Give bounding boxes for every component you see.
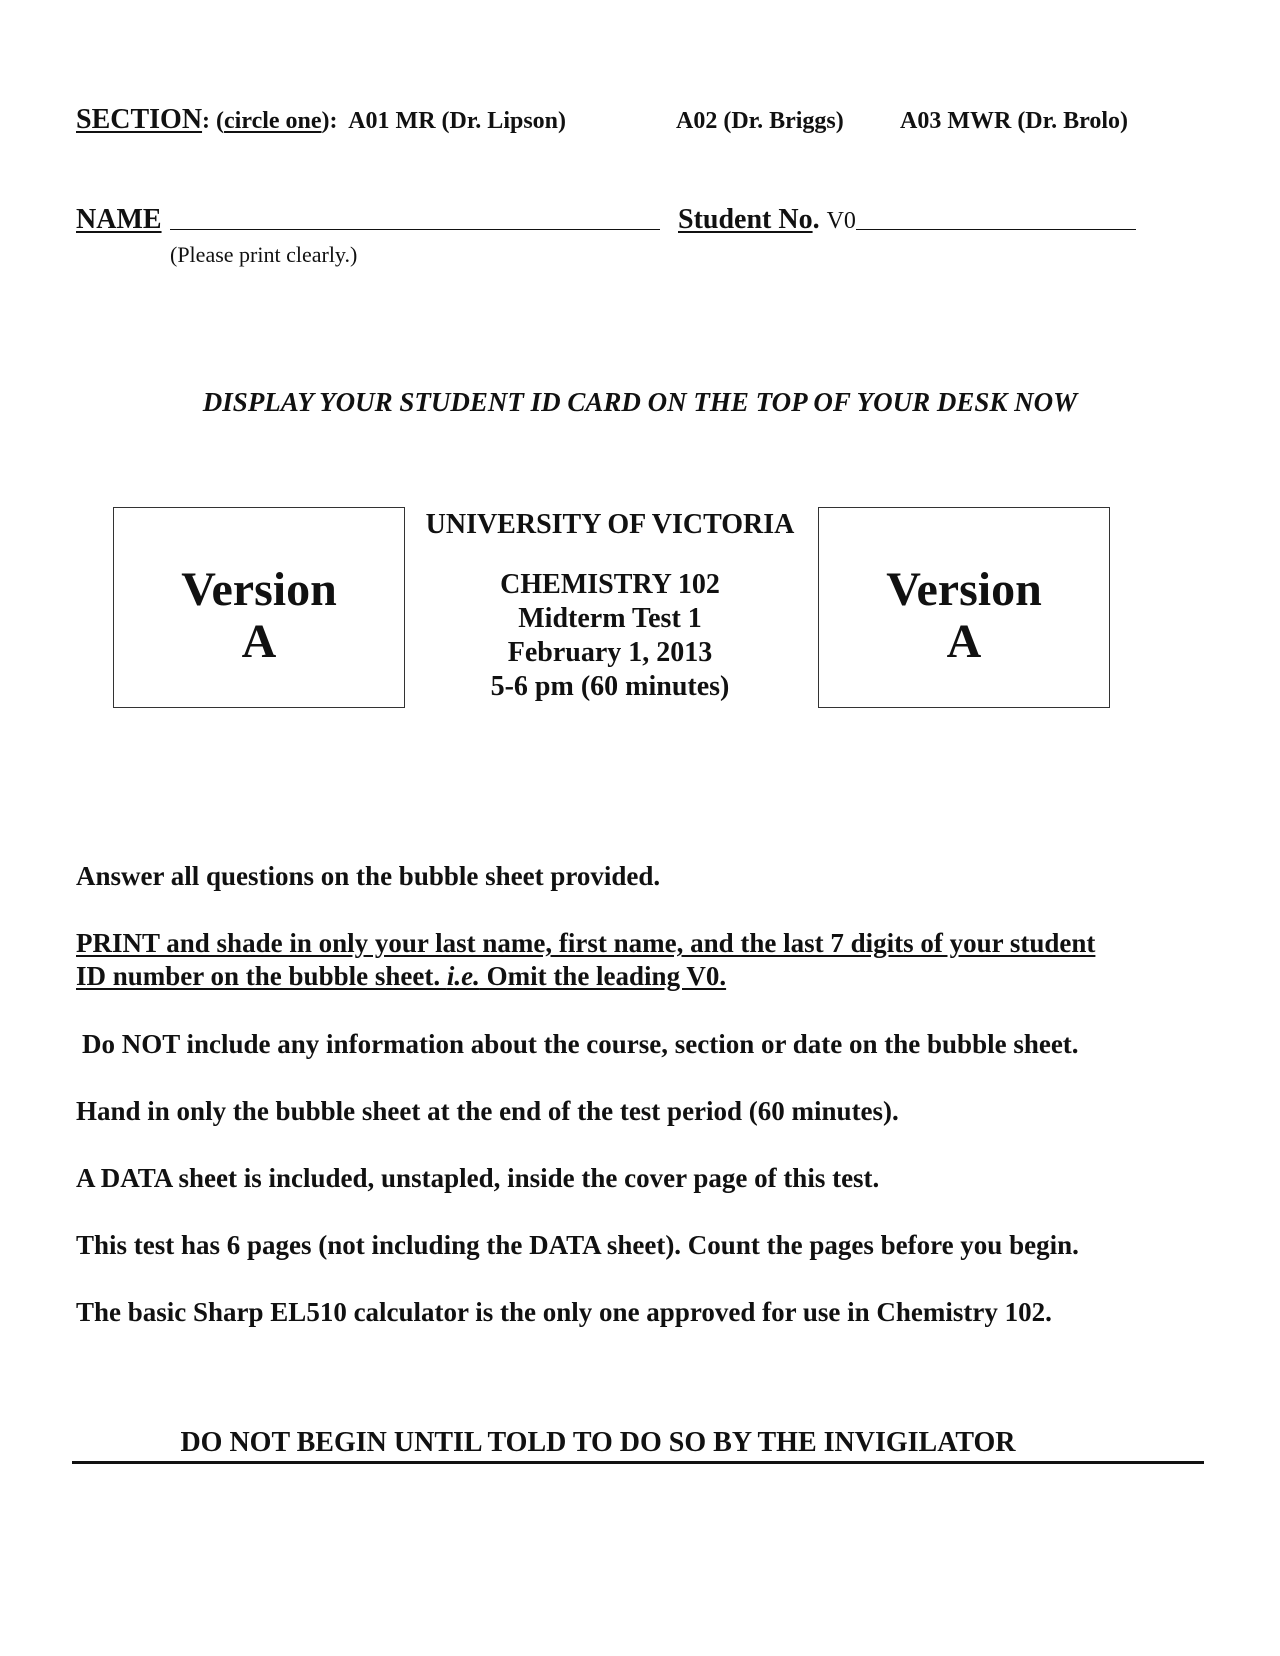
university-name: UNIVERSITY OF VICTORIA: [425, 509, 795, 540]
display-id-notice: DISPLAY YOUR STUDENT ID CARD ON THE TOP OF YOUR DESK NOW: [202, 387, 1078, 417]
name-input-line[interactable]: [170, 207, 660, 230]
circle-colon: ):: [321, 108, 349, 134]
version-box-right: [818, 507, 1110, 708]
instruction-do-not: Do NOT include any information about the course, section or date on the bubble sheet.: [82, 1029, 1079, 1059]
test-name: Midterm Test 1: [518, 603, 702, 634]
version-box-left: [113, 507, 405, 708]
section-option-a03[interactable]: A03 MWR (Dr. Brolo): [900, 108, 1128, 134]
version-letter: A: [946, 615, 982, 668]
instruction-pages: This test has 6 pages (not including the DATA sheet). Count the pages before you begin.: [76, 1230, 1079, 1260]
section-row: [76, 104, 566, 136]
test-time: 5-6 pm (60 minutes): [490, 671, 730, 702]
instruction-print-line2-a: ID number on the bubble sheet.: [76, 961, 447, 991]
student-number-prefix: V0: [826, 208, 856, 234]
version-letter: A: [241, 615, 277, 668]
instruction-ie: i.e.: [446, 961, 480, 991]
name-hint: (Please print clearly.): [170, 242, 358, 267]
version-word: Version: [886, 563, 1042, 616]
test-date: February 1, 2013: [507, 637, 713, 668]
instruction-hand-in: Hand in only the bubble sheet at the end of the test period (60 minutes).: [76, 1096, 899, 1126]
instruction-calculator: The basic Sharp EL510 calculator is the only one approved for use in Chemistry 102.: [76, 1297, 1052, 1327]
instruction-print-line2-b: Omit the leading V0.: [479, 961, 727, 991]
section-label: SECTION: [76, 104, 203, 135]
section-option-a01[interactable]: A01 MR (Dr. Lipson): [348, 108, 567, 134]
course-name: CHEMISTRY 102: [500, 569, 720, 600]
student-number-label: Student No: [678, 204, 813, 235]
section-option-a02[interactable]: A02 (Dr. Briggs): [676, 108, 844, 134]
name-row: [76, 204, 660, 236]
student-number-period: .: [812, 204, 827, 235]
instruction-print-line2: [76, 961, 726, 992]
instruction-print-line1: PRINT and shade in only your last name, first name, and the last 7 digits of your student: [76, 928, 1096, 958]
exam-title-block: [405, 508, 815, 704]
instruction-data-sheet: A DATA sheet is included, unstapled, inside the cover page of this test.: [76, 1163, 880, 1193]
student-number-input-line[interactable]: [856, 207, 1136, 230]
student-number-row: [678, 204, 1136, 236]
section-colon: : (: [202, 108, 225, 134]
circle-one-label: circle one: [224, 108, 322, 134]
name-label: NAME: [76, 204, 162, 235]
invigilator-notice: DO NOT BEGIN UNTIL TOLD TO DO SO BY THE INVIGILATOR: [72, 1427, 1204, 1464]
version-word: Version: [181, 563, 337, 616]
instruction-answer: Answer all questions on the bubble sheet provided.: [76, 861, 661, 891]
